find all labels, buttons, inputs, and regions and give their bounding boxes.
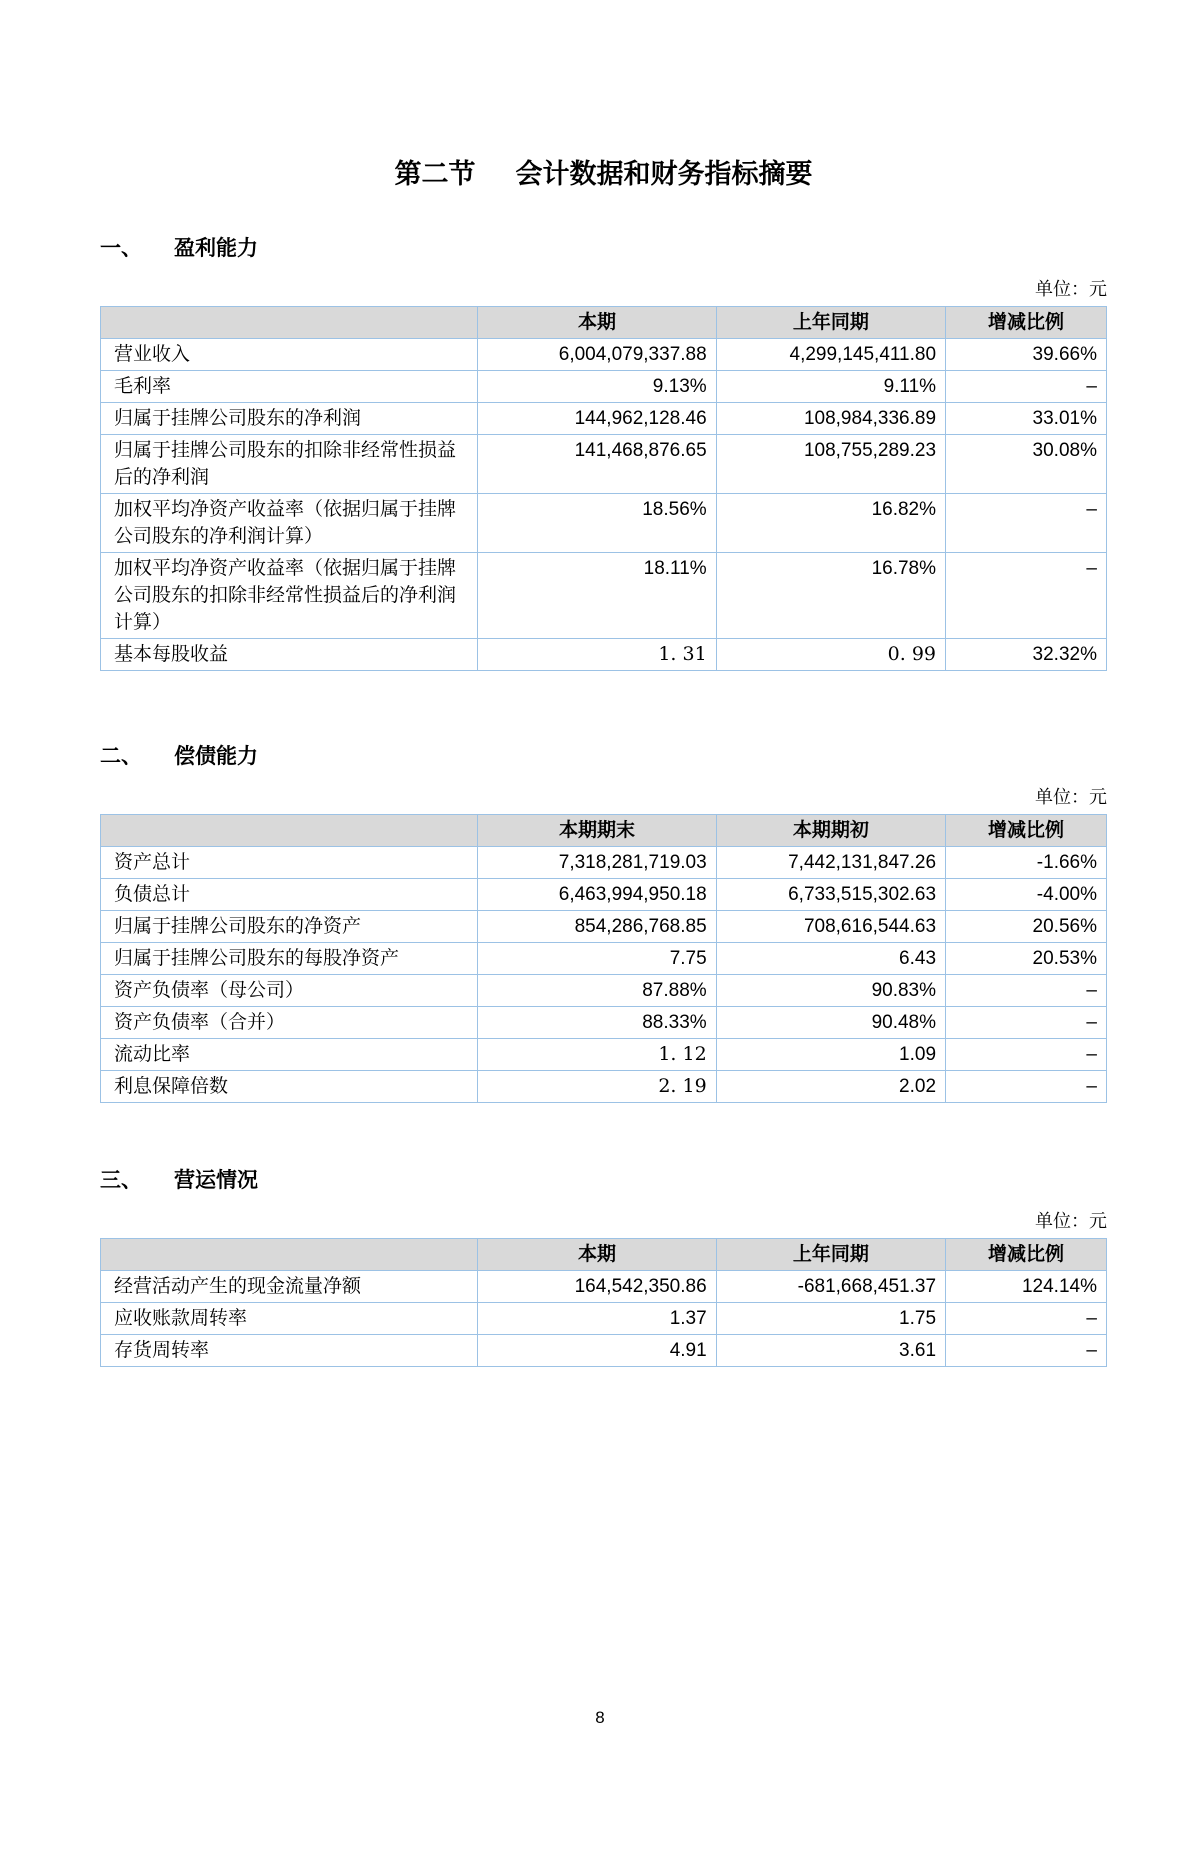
solvency-table <box>100 814 1107 1103</box>
col-header-prior: 上年同期 <box>716 307 945 339</box>
value-prior-period: 3.61 <box>716 1335 945 1367</box>
table-row <box>101 494 1107 553</box>
value-current-period: 1. 31 <box>478 639 716 671</box>
col-header-current: 本期期末 <box>478 815 716 847</box>
table-row <box>101 943 1107 975</box>
header-row <box>101 307 1107 339</box>
col-header-change: 增减比例 <box>946 815 1107 847</box>
value-current-period: 854,286,768.85 <box>478 911 716 943</box>
section-index: 一、 <box>100 237 142 260</box>
unit-note: 单位：元 <box>1035 279 1107 299</box>
header-row <box>101 815 1107 847</box>
value-prior-period: 90.83% <box>716 975 945 1007</box>
value-change-ratio: – <box>946 975 1107 1007</box>
value-prior-period: 4,299,145,411.80 <box>716 339 945 371</box>
value-prior-period: 90.48% <box>716 1007 945 1039</box>
col-header-current: 本期 <box>478 307 716 339</box>
col-header-change: 增减比例 <box>946 307 1107 339</box>
row-label: 加权平均净资产收益率（依据归属于挂牌公司股东的扣除非经常性损益后的净利润计算） <box>101 553 478 639</box>
value-current-period: 164,542,350.86 <box>478 1271 716 1303</box>
row-label: 归属于挂牌公司股东的净资产 <box>101 911 478 943</box>
value-prior-period: 0. 99 <box>716 639 945 671</box>
value-change-ratio: – <box>946 553 1107 639</box>
value-change-ratio: 33.01% <box>946 403 1107 435</box>
value-change-ratio: – <box>946 371 1107 403</box>
page-title <box>100 155 1107 193</box>
report-page <box>0 155 1200 1367</box>
section-title: 盈利能力 <box>174 237 258 260</box>
row-label: 归属于挂牌公司股东的扣除非经常性损益后的净利润 <box>101 435 478 494</box>
unit-note: 单位：元 <box>1035 787 1107 807</box>
col-header-prior: 本期期初 <box>716 815 945 847</box>
col-header-change: 增减比例 <box>946 1239 1107 1271</box>
value-prior-period: 108,984,336.89 <box>716 403 945 435</box>
row-label: 资产负债率（合并） <box>101 1007 478 1039</box>
row-label: 毛利率 <box>101 371 478 403</box>
row-label: 流动比率 <box>101 1039 478 1071</box>
row-label: 营业收入 <box>101 339 478 371</box>
value-current-period: 6,004,079,337.88 <box>478 339 716 371</box>
table-row <box>101 639 1107 671</box>
value-prior-period: 9.11% <box>716 371 945 403</box>
row-label: 加权平均净资产收益率（依据归属于挂牌公司股东的净利润计算） <box>101 494 478 553</box>
section-index: 二、 <box>100 745 142 768</box>
value-prior-period: 16.78% <box>716 553 945 639</box>
value-current-period: 7.75 <box>478 943 716 975</box>
table-row <box>101 1007 1107 1039</box>
table-row <box>101 879 1107 911</box>
table-row <box>101 1303 1107 1335</box>
table-row <box>101 1071 1107 1103</box>
value-change-ratio: – <box>946 1335 1107 1367</box>
table-row <box>101 911 1107 943</box>
profitability-table <box>100 306 1107 671</box>
col-header-item <box>101 1239 478 1271</box>
value-current-period: 1.37 <box>478 1303 716 1335</box>
value-prior-period: 16.82% <box>716 494 945 553</box>
row-label: 应收账款周转率 <box>101 1303 478 1335</box>
value-prior-period: 708,616,544.63 <box>716 911 945 943</box>
row-label: 存货周转率 <box>101 1335 478 1367</box>
table-row <box>101 553 1107 639</box>
value-prior-period: -681,668,451.37 <box>716 1271 945 1303</box>
section-title: 营运情况 <box>174 1169 258 1192</box>
value-change-ratio: – <box>946 1007 1107 1039</box>
value-current-period: 2. 19 <box>478 1071 716 1103</box>
value-prior-period: 1.75 <box>716 1303 945 1335</box>
value-change-ratio: 32.32% <box>946 639 1107 671</box>
value-change-ratio: – <box>946 1303 1107 1335</box>
value-change-ratio: -1.66% <box>946 847 1107 879</box>
row-label: 资产总计 <box>101 847 478 879</box>
table-row <box>101 435 1107 494</box>
value-change-ratio: 39.66% <box>946 339 1107 371</box>
row-label: 经营活动产生的现金流量净额 <box>101 1271 478 1303</box>
value-current-period: 6,463,994,950.18 <box>478 879 716 911</box>
value-current-period: 18.11% <box>478 553 716 639</box>
table-row <box>101 371 1107 403</box>
section-heading-operations <box>100 1167 1107 1195</box>
table-row <box>101 975 1107 1007</box>
value-change-ratio: 30.08% <box>946 435 1107 494</box>
value-prior-period: 7,442,131,847.26 <box>716 847 945 879</box>
value-current-period: 87.88% <box>478 975 716 1007</box>
value-change-ratio: 124.14% <box>946 1271 1107 1303</box>
col-header-item <box>101 815 478 847</box>
value-current-period: 18.56% <box>478 494 716 553</box>
col-header-item <box>101 307 478 339</box>
col-header-prior: 上年同期 <box>716 1239 945 1271</box>
section-heading-solvency <box>100 743 1107 771</box>
row-label: 基本每股收益 <box>101 639 478 671</box>
row-label: 归属于挂牌公司股东的净利润 <box>101 403 478 435</box>
table-row <box>101 1335 1107 1367</box>
section-index: 三、 <box>100 1169 142 1192</box>
value-prior-period: 108,755,289.23 <box>716 435 945 494</box>
row-label: 资产负债率（母公司） <box>101 975 478 1007</box>
table-row <box>101 1039 1107 1071</box>
value-prior-period: 6,733,515,302.63 <box>716 879 945 911</box>
value-current-period: 7,318,281,719.03 <box>478 847 716 879</box>
section-title: 偿债能力 <box>174 745 258 768</box>
col-header-current: 本期 <box>478 1239 716 1271</box>
row-label: 利息保障倍数 <box>101 1071 478 1103</box>
row-label: 负债总计 <box>101 879 478 911</box>
table-row <box>101 847 1107 879</box>
unit-note: 单位：元 <box>1035 1211 1107 1231</box>
section-heading-profitability <box>100 235 1107 263</box>
operations-table <box>100 1238 1107 1367</box>
table-row <box>101 403 1107 435</box>
page-title-section-number: 第二节 <box>394 159 476 189</box>
value-change-ratio: 20.53% <box>946 943 1107 975</box>
value-change-ratio: 20.56% <box>946 911 1107 943</box>
value-prior-period: 1.09 <box>716 1039 945 1071</box>
header-row <box>101 1239 1107 1271</box>
value-prior-period: 2.02 <box>716 1071 945 1103</box>
row-label: 归属于挂牌公司股东的每股净资产 <box>101 943 478 975</box>
table-row <box>101 1271 1107 1303</box>
value-current-period: 141,468,876.65 <box>478 435 716 494</box>
value-current-period: 88.33% <box>478 1007 716 1039</box>
value-current-period: 4.91 <box>478 1335 716 1367</box>
value-change-ratio: – <box>946 1039 1107 1071</box>
page-number: 8 <box>595 1708 605 1727</box>
page-title-text: 会计数据和财务指标摘要 <box>515 159 813 189</box>
value-current-period: 144,962,128.46 <box>478 403 716 435</box>
value-change-ratio: – <box>946 1071 1107 1103</box>
value-change-ratio: – <box>946 494 1107 553</box>
table-row <box>101 339 1107 371</box>
value-current-period: 9.13% <box>478 371 716 403</box>
value-prior-period: 6.43 <box>716 943 945 975</box>
value-current-period: 1. 12 <box>478 1039 716 1071</box>
value-change-ratio: -4.00% <box>946 879 1107 911</box>
